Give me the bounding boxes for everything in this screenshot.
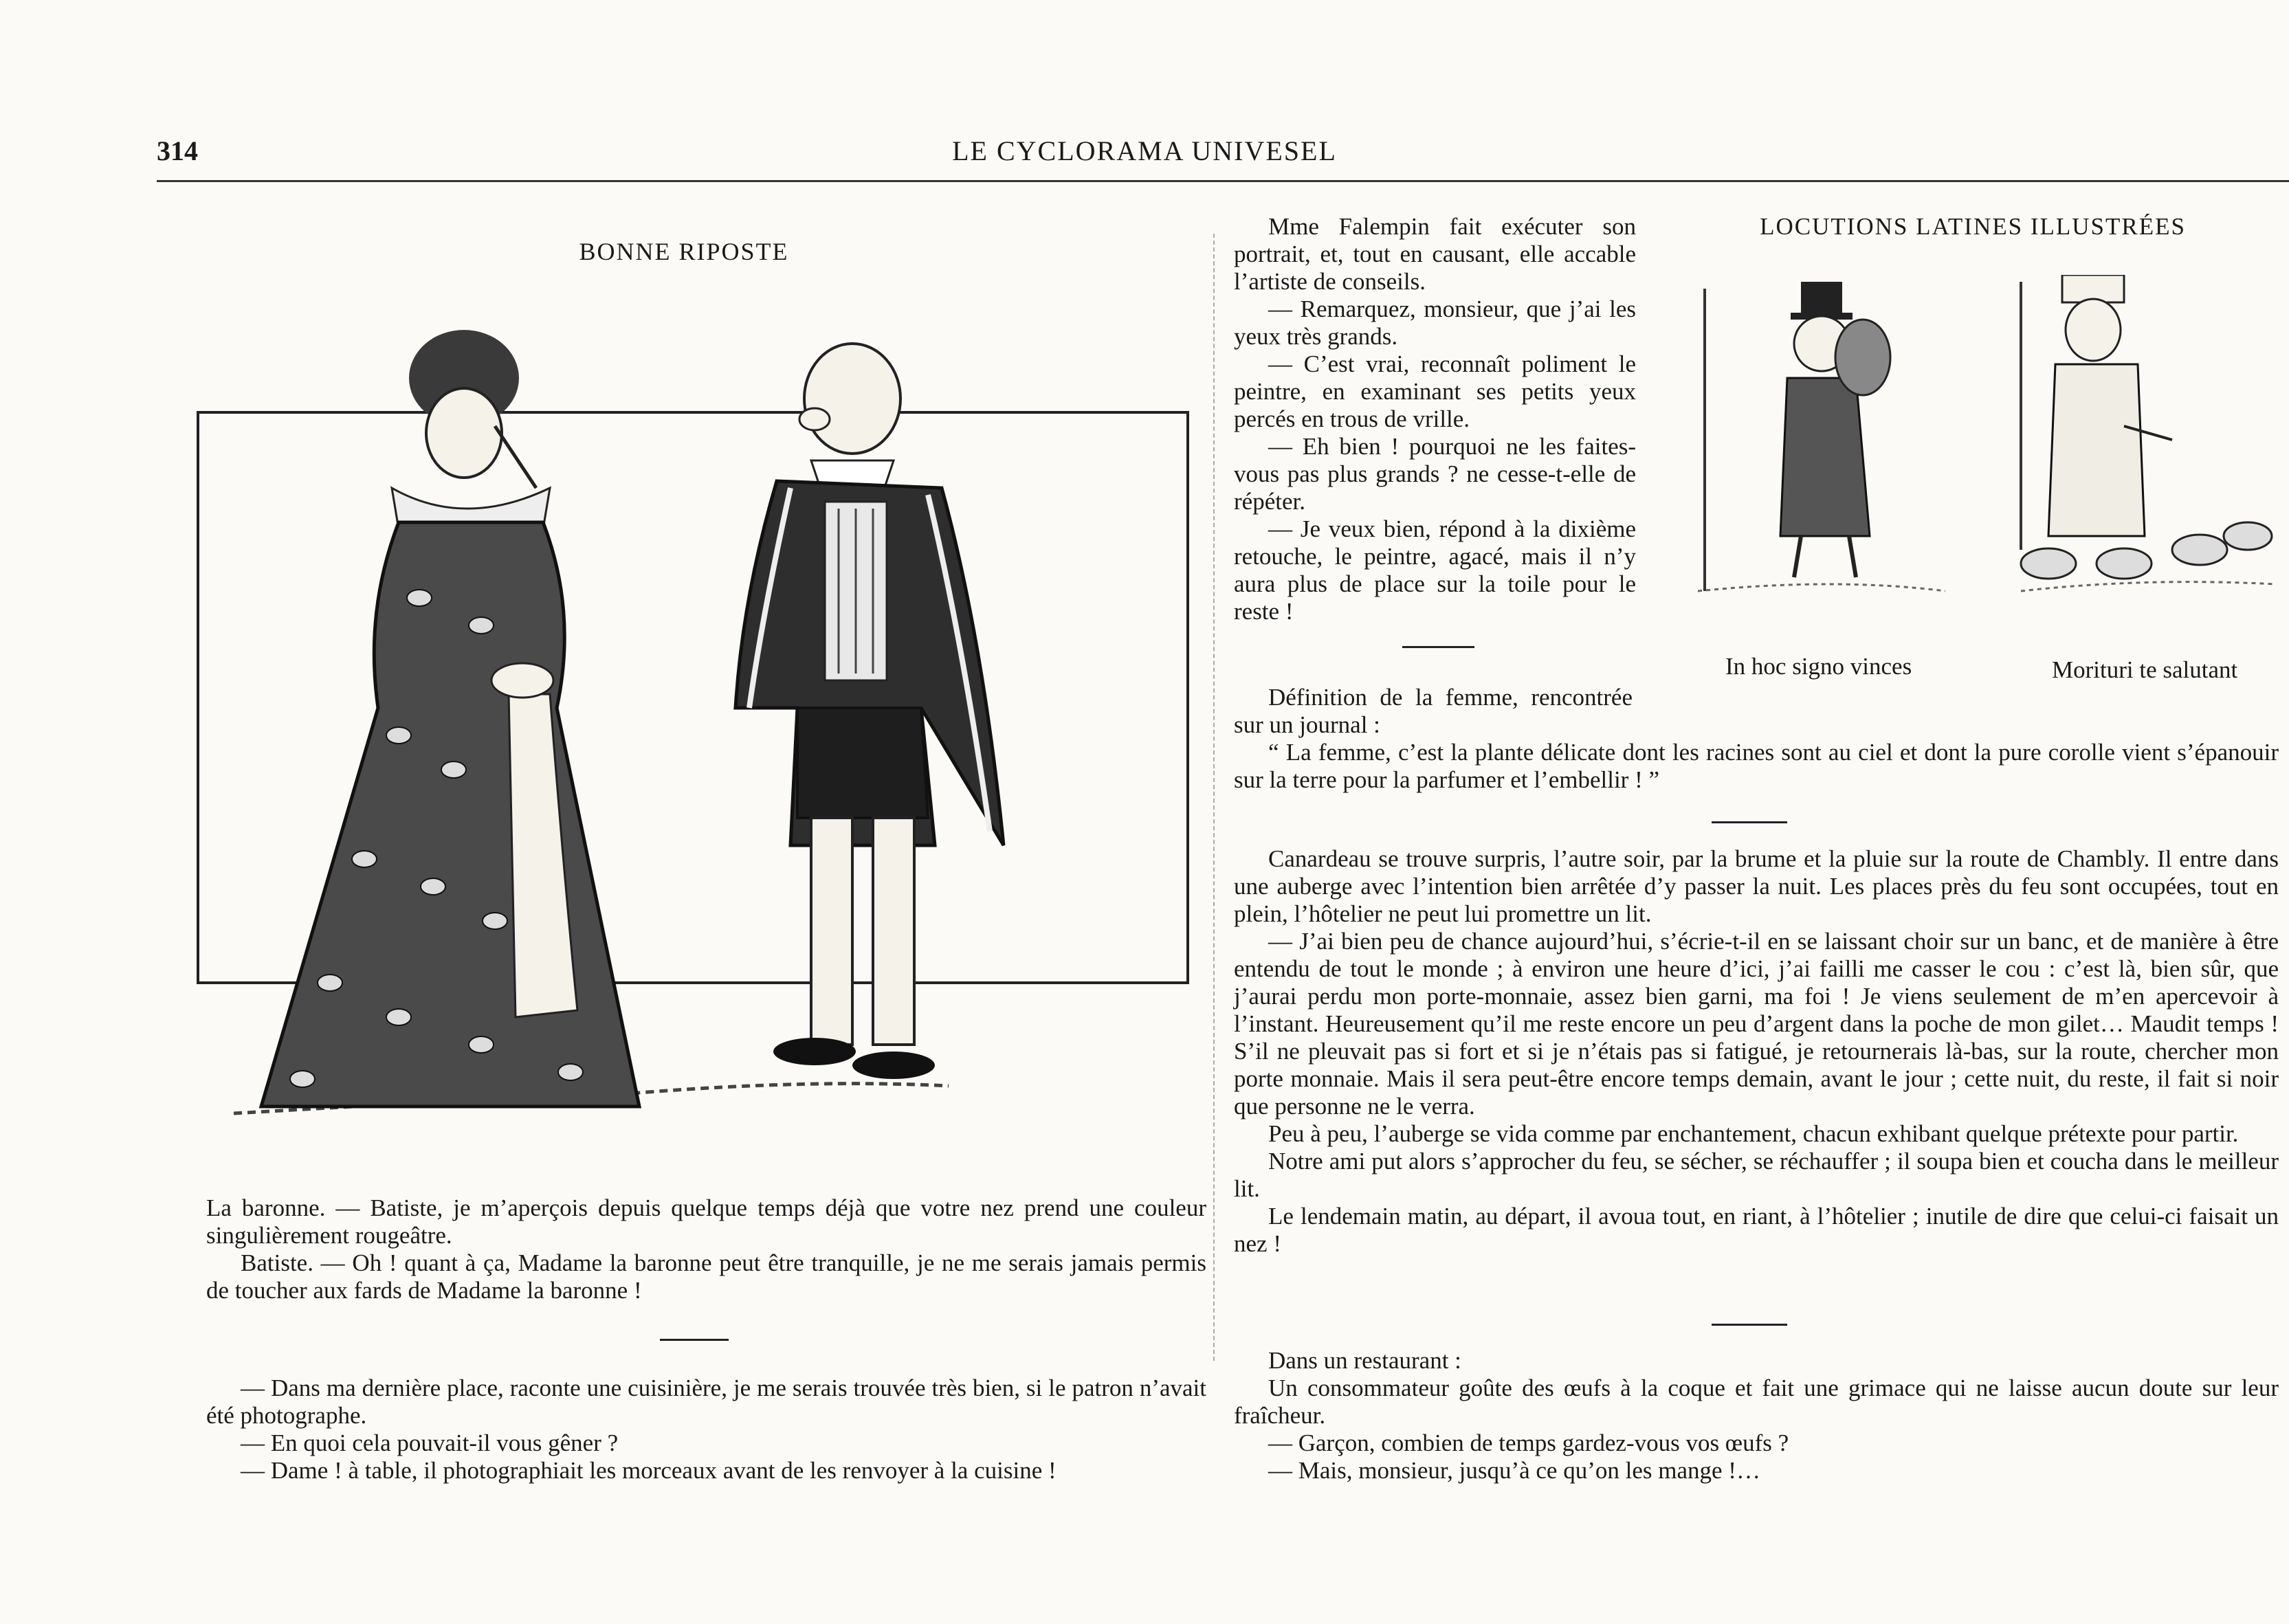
canardeau-line: Canardeau se trouve surpris, l’autre soir, par la brume et la pluie sur la route de Chambly. Il entre dans une auberge avec l’intention bien arrêtée d’y passer la nuit. Les places près du feu sont occupées, tout en plein, l’hôtelier ne peut lui promettre un lit.	[1234, 845, 2279, 927]
header-rule	[157, 180, 2289, 182]
page-number: 314	[157, 135, 198, 166]
batiste-figure	[736, 344, 1004, 1079]
restaurant-story	[1234, 1347, 2279, 1484]
illustration-in-hoc-signo	[1698, 282, 1945, 591]
falempin-line: Mme Falempin fait exécuter son portrait, et, tout en causant, elle accable l’artiste de conseils.	[1234, 213, 1636, 295]
restaurant-line: — Mais, monsieur, jusqu’à ce qu’on les mange !…	[1268, 1457, 1760, 1484]
baroness-line: La baronne. — Batiste, je m’aperçois depuis quelque temps déjà que votre nez prend une couleur singulièrement rougeâtre.	[206, 1194, 1206, 1249]
definition-intro: Définition de la femme, rencontrée sur un journal :	[1234, 684, 1633, 738]
cook-line: — En quoi cela pouvait-il vous gêner ?	[241, 1430, 619, 1456]
separator-rule	[1712, 821, 1787, 823]
canardeau-story	[1234, 845, 2279, 1258]
baroness-figure	[261, 330, 639, 1106]
separator-rule	[660, 1339, 729, 1341]
column-divider	[1213, 234, 1215, 1361]
definition-quote: “ La femme, c’est la plante délicate dont les racines sont au ciel et dont la pure corolle vient s’épanouir sur la terre pour la parfumer et l’embellir ! ”	[1234, 739, 2279, 793]
cartoon-title: BONNE RIPOSTE	[579, 238, 789, 265]
falempin-line: — Eh bien ! pourquoi ne les faites-vous pas plus grands ? ne cesse-t-elle de répéter.	[1234, 433, 1636, 515]
cook-story	[206, 1375, 1206, 1484]
caption-morituri: Morituri te salutant	[2052, 656, 2238, 683]
canardeau-line: Notre ami put alors s’approcher du feu, se sécher, se réchauffer ; il soupa bien et coucha dans le meilleur lit.	[1234, 1148, 2279, 1202]
locutions-title: LOCUTIONS LATINES ILLUSTRÉES	[1760, 213, 2186, 240]
cartoon-illustration	[192, 323, 1196, 1134]
restaurant-line: Un consommateur goûte des œufs à la coque et fait une grimace qui ne laisse aucun doute sur leur fraîcheur.	[1234, 1375, 2279, 1429]
cook-line: — Dans ma dernière place, raconte une cuisinière, je me serais trouvée très bien, si le patron n’avait été photographe.	[206, 1375, 1206, 1429]
restaurant-line: Dans un restaurant :	[1268, 1347, 1461, 1374]
falempin-story	[1234, 213, 1636, 625]
canardeau-line: Peu à peu, l’auberge se vida comme par enchantement, chacun exhibant quelque prétexte pour partir.	[1268, 1120, 2239, 1147]
batiste-line: Batiste. — Oh ! quant à ça, Madame la baronne peut être tranquille, je ne me serais jamais permis de toucher aux fards de Madame la baronne !	[206, 1249, 1206, 1304]
dialogue-block	[206, 1194, 1206, 1304]
caption-in-hoc-signo: In hoc signo vinces	[1725, 653, 1912, 680]
falempin-line: — C’est vrai, reconnaît poliment le peintre, en examinant ses petits yeux percés en trous de vrille.	[1234, 351, 1636, 432]
falempin-line: — Je veux bien, répond à la dixième retouche, le peintre, agacé, mais il n’y aura plus de place sur la toile pour le reste !	[1234, 515, 1636, 625]
illustration-morituri-te-salutant	[2021, 275, 2275, 591]
canardeau-line: — J’ai bien peu de chance aujourd’hui, s’écrie-t-il en se laissant choir sur un banc, et de manière à être entendu de tout le monde ; à environ une heure d’ici, j’ai failli me casser le cou : c’est là, bien sûr, que j’aurai perdu mon porte-monnaie, assez bien garni, ma foi ! Je viens seulement de m’en apercevoir à l’instant. Heureusement qu’il me reste encore un peu d’argent dans la poche de mon gilet… Maudit temps ! S’il ne pleuvait pas si fort et si je n’étais pas si fatigué, je retournerais là-bas, sur la route, chercher mon porte monnaie. Mais il sera peut-être encore temps demain, avant le jour ; cette nuit, du reste, il fait si noir que personne ne le verra.	[1234, 928, 2279, 1120]
journal-title: LE CYCLORAMA UNIVESEL	[952, 135, 1337, 166]
cook-line: — Dame ! à table, il photographiait les morceaux avant de les renvoyer à la cuisine !	[241, 1457, 1057, 1484]
definition-block	[1234, 684, 2279, 794]
restaurant-line: — Garçon, combien de temps gardez-vous vos œufs ?	[1268, 1430, 1789, 1456]
separator-rule	[1402, 646, 1474, 648]
separator-rule	[1712, 1324, 1787, 1326]
canardeau-line: Le lendemain matin, au départ, il avoua tout, en riant, à l’hôtelier ; inutile de dire que celui-ci faisait un nez !	[1234, 1203, 2279, 1257]
falempin-line: — Remarquez, monsieur, que j’ai les yeux très grands.	[1234, 296, 1636, 350]
locutions-illustrations	[1698, 275, 2282, 612]
